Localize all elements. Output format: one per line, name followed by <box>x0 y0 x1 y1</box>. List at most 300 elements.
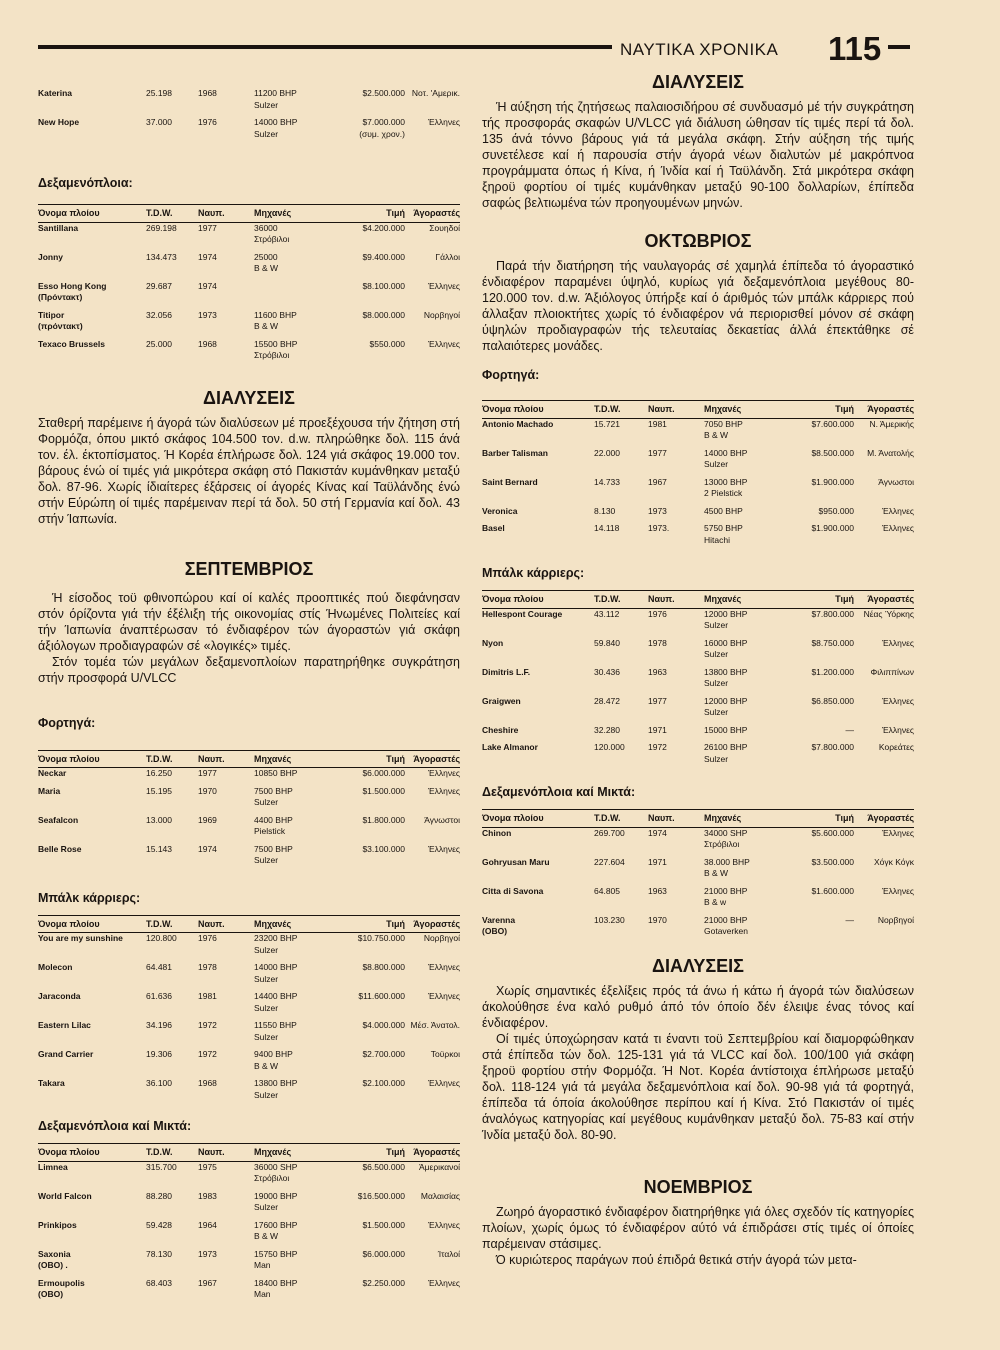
empty-cell <box>146 945 198 957</box>
ship-engine: 21000 BHP <box>704 914 748 925</box>
ship-engine-type: Sulzer <box>704 620 729 630</box>
ship-buyer: Έλληνες <box>881 523 914 533</box>
empty-cell <box>146 234 198 246</box>
empty-cell <box>648 620 704 632</box>
ship-buyer: Έλληνες <box>427 843 460 854</box>
ship-engine-type: B & W <box>254 1231 279 1241</box>
table-row <box>38 1278 460 1290</box>
column-header: Όνομα πλοίου <box>482 591 594 609</box>
ship-year: 1973. <box>648 523 670 533</box>
ship-engine-type: Στρόβιλοι <box>254 234 290 244</box>
ship-buyer: Έλληνες <box>427 785 460 796</box>
table-row-continuation <box>38 945 460 957</box>
ship-price: $1.900.000 <box>811 523 854 533</box>
ship-year: 1978 <box>648 637 667 648</box>
ship-name-note: (OBO) <box>482 926 508 936</box>
empty-cell <box>198 321 254 333</box>
ship-price: $1.800.000 <box>362 814 405 825</box>
column-header: Τιμή <box>788 591 854 609</box>
table-row-continuation <box>38 1173 460 1185</box>
column-header: Ναυπ. <box>198 205 254 223</box>
ship-buyer: Χόγκ Κόγκ <box>873 856 914 867</box>
column-header: Άγοραστές <box>405 205 460 223</box>
ship-year: 1970 <box>648 914 667 925</box>
ship-name: Saxonia <box>38 1248 71 1259</box>
ship-name: Titipor <box>38 309 65 320</box>
ship-year: 1977 <box>198 222 217 233</box>
empty-cell <box>854 868 914 880</box>
empty-cell <box>146 100 198 112</box>
ship-price-note <box>339 1032 405 1044</box>
dial2-paragraph-1: Χωρίς σημαντικές έξελίξεις πρός τά άνω ή κάτω ή άγορά τών διαλύσεων άκολούθησε ένα καλό ρυθμό άπό τόν όποίο δέν έλειψε ένας τόνος καί ένδιαφέρον. <box>482 983 914 1030</box>
empty-cell <box>854 926 914 938</box>
empty-cell <box>405 826 460 838</box>
table-header-row <box>482 810 914 828</box>
empty-cell <box>854 430 914 442</box>
empty-cell <box>854 897 914 909</box>
ship-name: Grand Carrier <box>38 1049 94 1059</box>
mixed-label-right: Δεξαμενόπλοια καί Μικτά: <box>482 785 636 799</box>
column-header: Όνομα πλοίου <box>38 205 146 223</box>
table-row-continuation <box>38 1032 460 1044</box>
empty-cell <box>146 350 198 362</box>
ship-price: $9.400.000 <box>362 251 405 262</box>
column-header: Όνομα πλοίου <box>38 915 146 933</box>
ship-name-note <box>38 263 146 275</box>
ship-year: 1972 <box>198 1020 217 1030</box>
ship-tdw: 315.700 <box>146 1161 177 1172</box>
column-header: T.D.W. <box>594 401 648 419</box>
empty-cell <box>405 945 460 957</box>
ship-price: $8.800.000 <box>362 962 405 972</box>
table-row <box>482 667 914 679</box>
ship-price-note <box>788 535 854 547</box>
ship-buyer: Μαλαισίας <box>420 1190 460 1201</box>
tankers-table <box>38 204 460 368</box>
ship-engine-type: B & w <box>704 897 727 907</box>
table-row <box>38 1191 460 1203</box>
table-row-continuation <box>38 1003 460 1015</box>
empty-cell <box>198 797 254 809</box>
column-header: Μηχανές <box>254 915 339 933</box>
column-header: Άγοραστές <box>854 810 914 828</box>
ship-engine-type: Sulzer <box>254 1202 279 1212</box>
ship-tdw: 22.000 <box>594 447 620 458</box>
ship-price: $2.700.000 <box>362 1049 405 1059</box>
ship-engine-type: B & W <box>704 868 729 878</box>
ship-name-note <box>38 350 146 362</box>
ship-engine-type: Sulzer <box>254 1089 279 1100</box>
empty-cell <box>405 1289 460 1301</box>
ship-buyer: Έλληνες <box>881 637 914 648</box>
ship-year: 1974 <box>198 280 217 291</box>
november-text <box>482 1204 914 1268</box>
table-row-continuation <box>482 839 914 851</box>
bulk-label-right: Μπάλκ κάρριερς: <box>482 566 585 580</box>
ship-tdw: 59.428 <box>146 1219 172 1230</box>
ship-year: 1975 <box>198 1161 217 1172</box>
ship-buyer: Σουηδοί <box>429 222 460 233</box>
ship-price: $2.250.000 <box>362 1277 405 1288</box>
empty-cell <box>198 855 254 867</box>
ship-year: 1973 <box>648 505 667 516</box>
ship-buyer: Άγνωστοι <box>878 476 914 487</box>
ship-price-note <box>339 797 405 809</box>
empty-cell <box>594 459 648 471</box>
page-header <box>38 30 908 67</box>
column-header: Ναυπ. <box>198 750 254 768</box>
ship-buyer: Νορβηγοί <box>423 309 460 320</box>
ship-name-note <box>38 1173 146 1185</box>
table-row-continuation <box>38 129 460 141</box>
row-spacer <box>482 546 914 552</box>
ship-engine-type: 2 Pielstick <box>704 488 743 498</box>
table-row <box>38 1161 460 1173</box>
ship-buyer: Έλληνες <box>427 1078 460 1088</box>
empty-cell <box>648 926 704 938</box>
table-row-continuation <box>38 1061 460 1073</box>
spacer-cell <box>38 1101 146 1107</box>
cargo-table-right <box>482 400 914 552</box>
ship-engine-type: Στρόβιλοι <box>254 1173 290 1183</box>
empty-cell <box>405 1260 460 1272</box>
ship-engine: 11200 BHP <box>254 88 297 98</box>
table-row-continuation <box>482 926 914 938</box>
ship-engine: 11550 BHP <box>254 1020 297 1030</box>
cargo-label-right: Φορτηγά: <box>482 368 540 382</box>
ship-year: 1971 <box>648 724 667 735</box>
table-row-continuation <box>38 263 460 275</box>
empty-cell <box>854 459 914 471</box>
ship-year: 1983 <box>198 1190 217 1201</box>
ship-engine: 5750 BHP <box>704 523 743 533</box>
ship-price: $16.500.000 <box>357 1190 405 1201</box>
table-row <box>482 523 914 535</box>
empty-cell <box>594 430 648 442</box>
ship-name: Eastern Lilac <box>38 1020 91 1030</box>
empty-cell <box>648 868 704 880</box>
spacer-cell <box>482 938 594 944</box>
empty-cell <box>198 1289 254 1301</box>
column-header: Άγοραστές <box>405 1144 460 1162</box>
empty-cell <box>146 1090 198 1102</box>
ship-name: Graigwen <box>482 695 521 706</box>
ship-tdw: 14.733 <box>594 476 620 487</box>
bulk-table-left <box>38 915 460 1108</box>
ship-name: Prinkipos <box>38 1219 77 1230</box>
empty-cell <box>594 897 648 909</box>
ship-buyer: Γάλλοι <box>435 251 460 262</box>
ship-engine: 14400 BHP <box>254 991 298 1001</box>
ship-engine: 4400 BHP <box>254 814 293 825</box>
ship-year: 1970 <box>198 785 217 796</box>
table-row-continuation <box>38 855 460 867</box>
ship-engine: 9400 BHP <box>254 1049 293 1059</box>
ship-tdw: 120.000 <box>594 742 625 752</box>
ship-buyer: Έλληνες <box>881 695 914 706</box>
empty-cell <box>146 292 198 304</box>
ship-engine-type: Pielstick <box>254 826 286 836</box>
ship-name-note: (OBO) <box>38 1289 64 1299</box>
empty-cell <box>198 826 254 838</box>
ship-tdw: 15.143 <box>146 843 172 854</box>
top-rows-table <box>38 88 460 146</box>
ship-price-note <box>339 350 405 362</box>
table-row <box>38 933 460 945</box>
empty-cell <box>198 1231 254 1243</box>
ship-year: 1981 <box>648 418 667 429</box>
ship-name: Dimitris L.F. <box>482 666 531 677</box>
ship-tdw: 88.280 <box>146 1190 172 1201</box>
ship-tdw: 227.604 <box>594 856 625 867</box>
empty-cell <box>405 1202 460 1214</box>
column-header: Όνομα πλοίου <box>38 1144 146 1162</box>
ship-price: $1.900.000 <box>811 476 854 487</box>
ship-tdw: 28.472 <box>594 695 620 706</box>
ship-tdw: 37.000 <box>146 117 172 127</box>
ship-name-note <box>482 897 594 909</box>
table-row <box>482 742 914 754</box>
table-row <box>38 768 460 780</box>
column-header: Μηχανές <box>704 810 788 828</box>
ship-engine: 23200 BHP <box>254 933 298 943</box>
ship-year: 1972 <box>648 742 667 752</box>
ship-price: $7.800.000 <box>811 608 854 619</box>
ship-name-note <box>482 839 594 851</box>
empty-cell <box>405 797 460 809</box>
ship-name: Ermoupolis <box>38 1277 85 1288</box>
right-column <box>482 72 914 1268</box>
ship-engine: 4500 BHP <box>704 505 743 516</box>
ship-name: Barber Talisman <box>482 447 548 458</box>
column-header: T.D.W. <box>594 810 648 828</box>
empty-cell <box>198 1173 254 1185</box>
page-number: 115 <box>828 30 882 67</box>
ship-price-note <box>788 459 854 471</box>
column-header: Μηχανές <box>704 401 788 419</box>
empty-cell <box>854 839 914 851</box>
column-header: Ναυπ. <box>648 401 704 419</box>
table-row <box>38 1249 460 1261</box>
ship-engine-type: Sulzer <box>704 678 729 688</box>
november-paragraph-1: Ζωηρό άγοραστικό ένδιαφέρον διατηρήθηκε γιά όλες σχεδόν τίς κατηγορίες πλοίων, χωρίς όμως τό ένδιαφέρον αύτό νά έπιδράσει στίς τιμές οί όποίες παρέμειναν στάσιμες. <box>482 1204 914 1251</box>
ship-year: 1968 <box>198 338 217 349</box>
ship-price-note <box>339 1090 405 1102</box>
empty-cell <box>405 1173 460 1185</box>
ship-price-note <box>339 263 405 275</box>
ship-engine: 13000 BHP <box>704 476 748 487</box>
empty-cell <box>648 649 704 661</box>
ship-price-note <box>339 1289 405 1301</box>
table-row <box>38 844 460 856</box>
ship-tdw: 32.280 <box>594 724 620 735</box>
september-text <box>38 590 460 686</box>
empty-cell <box>594 488 648 500</box>
empty-cell <box>405 1231 460 1243</box>
empty-cell <box>146 826 198 838</box>
ship-tdw: 13.000 <box>146 814 172 825</box>
ship-tdw: 14.118 <box>594 523 620 533</box>
ship-engine-type: Man <box>254 1289 271 1299</box>
dial-paragraph: Σταθερή παρέμεινε ή άγορά τών διαλύσεων μέ προεξέχουσα τήν ζήτηση στή Φορμόζα, όπου μικτό σκάφος 104.500 τον. d.w. πληρώθηκε δολ. 115 άνά τον. έλ. έκτοπίσματος. Ή Κορέα έπλήρωσε δολ. 124 γιά σκάφος 19.000 τον. βάρους ένώ οί τιμές γιά μικρότερα σκάφη στό Πακιστάν κυμάνθηκαν μεταξύ δολ. 87-96. Χωρίς ίδιαίτερες έξάρσεις οί άγορές Κίνας καί Ταϋλάνδης ένώ στήν Εύρώπη οί τιμές παρέμειναν περί τά δολ. 50 στή Γερμανία καί δολ. 43 στήν Ίαπωνία. <box>38 415 460 526</box>
ship-engine: 25000 <box>254 251 278 262</box>
empty-cell <box>146 129 198 141</box>
ship-price-note <box>788 620 854 632</box>
ship-name: Neckar <box>38 768 67 778</box>
november-title: ΝΟΕΜΒΡΙΟΣ <box>643 1176 753 1197</box>
empty-cell <box>146 1202 198 1214</box>
column-header: Άγοραστές <box>854 591 914 609</box>
ship-price: $6.850.000 <box>811 695 854 706</box>
november-paragraph-2: Ό κυριώτερος παράγων πού έπιδρά θετικά στήν άγορά τών μετα- <box>496 1252 857 1267</box>
ship-name: Molecon <box>38 962 73 972</box>
ship-buyer: Νορβηγοί <box>877 914 914 925</box>
ship-engine-type: B & W <box>254 1060 279 1071</box>
column-header: Τιμή <box>788 401 854 419</box>
ship-price-note <box>788 678 854 690</box>
ship-engine-type: Sulzer <box>704 649 729 659</box>
table-row <box>38 252 460 264</box>
ship-name: Limnea <box>38 1161 68 1172</box>
ship-price: $1.600.000 <box>811 885 854 896</box>
ship-buyer: Κορεάτες <box>878 742 914 752</box>
spacer-cell <box>482 546 594 552</box>
dial-text-right <box>482 99 914 211</box>
table-row <box>482 725 914 737</box>
ship-name: Citta di Savona <box>482 885 544 896</box>
empty-cell <box>405 129 460 141</box>
table-row-continuation <box>38 1231 460 1243</box>
ship-buyer: Φιλιππίνων <box>870 666 914 677</box>
ship-buyer: Έλληνες <box>881 885 914 896</box>
ship-price-note <box>788 839 854 851</box>
ship-tdw: 25.000 <box>146 338 172 349</box>
table-row <box>38 310 460 322</box>
table-row <box>38 1078 460 1090</box>
ship-tdw: 68.403 <box>146 1277 172 1288</box>
table-row-continuation <box>482 459 914 471</box>
empty-cell <box>198 350 254 362</box>
ship-year: 1976 <box>198 117 217 127</box>
column-header: Άγοραστές <box>405 915 460 933</box>
ship-engine-type: Sulzer <box>254 973 279 984</box>
row-spacer <box>38 1101 460 1107</box>
ship-tdw: 78.130 <box>146 1248 172 1259</box>
ship-name: World Falcon <box>38 1190 92 1201</box>
empty-cell <box>405 350 460 362</box>
ship-price: $11.600.000 <box>358 991 405 1001</box>
table-row-continuation <box>38 100 460 112</box>
ship-tdw: 64.805 <box>594 885 620 896</box>
ship-name: Belle Rose <box>38 843 82 854</box>
october-text <box>482 258 914 354</box>
ship-engine: 18400 BHP <box>254 1277 298 1288</box>
column-header: T.D.W. <box>594 591 648 609</box>
ship-price: $8.000.000 <box>362 309 405 320</box>
column-header: Όνομα πλοίου <box>482 401 594 419</box>
ship-name-note <box>482 430 594 442</box>
empty-cell <box>405 263 460 275</box>
empty-cell <box>146 1260 198 1272</box>
empty-cell <box>146 1173 198 1185</box>
table-row <box>482 608 914 620</box>
ship-price: $950.000 <box>818 505 854 516</box>
ship-engine: 7050 BHP <box>704 418 743 429</box>
table-row <box>38 88 460 100</box>
ship-name-note <box>38 826 146 838</box>
column-header: T.D.W. <box>146 1144 198 1162</box>
ship-price: $6.000.000 <box>362 768 405 778</box>
column-header: Άγοραστές <box>405 750 460 768</box>
row-spacer <box>482 938 914 944</box>
table-row <box>482 857 914 869</box>
table-row-continuation <box>38 974 460 986</box>
column-header: Τιμή <box>339 915 405 933</box>
ship-name-note <box>482 488 594 500</box>
ship-name-note <box>38 1090 146 1102</box>
empty-cell <box>594 535 648 547</box>
ship-price: $550.000 <box>369 338 405 349</box>
empty-cell <box>198 100 254 112</box>
ship-name-note: (OBO) . <box>38 1260 68 1270</box>
ship-tdw: 34.196 <box>146 1020 172 1030</box>
left-column <box>38 88 460 1307</box>
header-rule-left <box>38 45 612 49</box>
ship-tdw: 59.840 <box>594 637 620 648</box>
empty-cell <box>594 839 648 851</box>
ship-buyer: Έλληνες <box>427 991 460 1001</box>
empty-cell <box>405 1003 460 1015</box>
ship-price: $7.600.000 <box>811 418 854 429</box>
empty-cell <box>594 707 648 719</box>
ship-name: Jaraconda <box>38 991 81 1001</box>
ship-engine-type: Sulzer <box>254 128 279 139</box>
empty-cell <box>854 535 914 547</box>
table-row-continuation <box>482 707 914 719</box>
table-row-continuation <box>482 678 914 690</box>
ship-tdw: 25.198 <box>146 88 172 98</box>
ship-price-note <box>339 855 405 867</box>
empty-cell <box>198 1202 254 1214</box>
ship-name-note <box>482 754 594 766</box>
table-row-continuation <box>482 488 914 500</box>
october-paragraph: Παρά τήν διατήρηση τής ναυλαγοράς σέ χαμηλά έπίπεδα τό άγοραστικό ένδιαφέρον παραμένει ύψηλό, κυρίως γιά δεξαμενόπλοια μεγέθους 80-120.000 τον. d.w. Άξιόλογος ύπήρξε καί ό άριθμός τών μπάλκ κάρριερς πού άλλαξαν πλοιοκτήτες χωρίς τό ένδιαφέρον νά περιορισθεί μόνον σέ σκάφη ύψηλών προδιαγραφών τής τελευταίας δεκαετίας άλλά έπεκτάθηκε σέ παλαιότερες μονάδες. <box>482 259 914 353</box>
ship-price-note <box>339 321 405 333</box>
empty-cell <box>198 945 254 957</box>
ship-price: $3.500.000 <box>811 856 854 867</box>
ship-year: 1976 <box>648 608 667 619</box>
ship-engine: 12000 BHP <box>704 608 748 619</box>
table-row <box>482 448 914 460</box>
ship-name: Katerina <box>38 88 73 98</box>
ship-year: 1967 <box>198 1277 217 1288</box>
ship-price: $1.500.000 <box>362 785 405 796</box>
ship-engine: 7500 BHP <box>254 843 293 854</box>
ship-engine: 15000 BHP <box>704 724 748 735</box>
ship-year: 1964 <box>198 1219 217 1230</box>
empty-cell <box>146 797 198 809</box>
empty-cell <box>405 974 460 986</box>
ship-engine: 12000 BHP <box>704 695 748 706</box>
empty-cell <box>594 620 648 632</box>
ship-buyer: Ίταλοί <box>437 1248 460 1259</box>
column-header: T.D.W. <box>146 750 198 768</box>
ship-price-note <box>339 1231 405 1243</box>
ship-name-note <box>482 707 594 719</box>
ship-engine-type: Sulzer <box>254 944 279 955</box>
column-header: Μηχανές <box>704 591 788 609</box>
empty-cell <box>854 707 914 719</box>
